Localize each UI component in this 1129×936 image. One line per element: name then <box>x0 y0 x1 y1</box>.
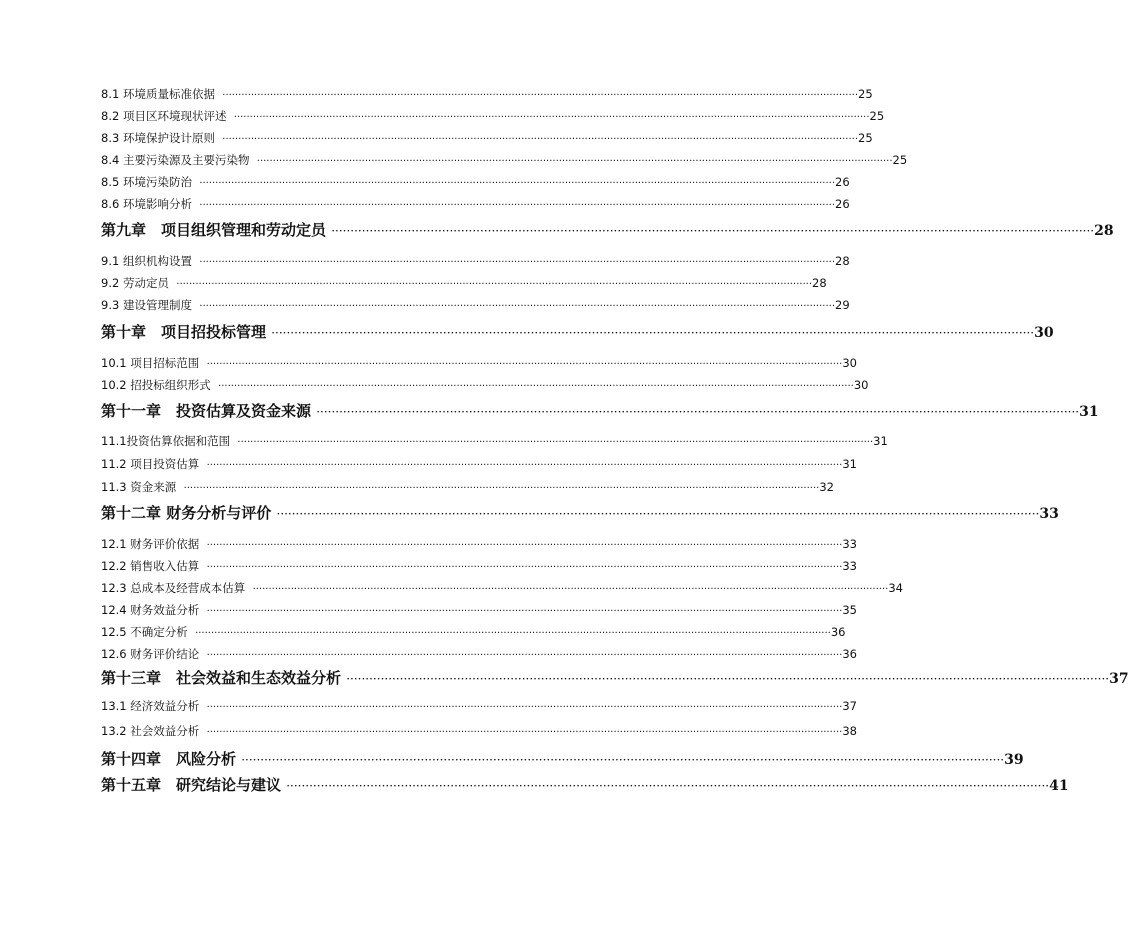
toc-dot-leader: ········································································································································································································ <box>199 257 836 268</box>
toc-dot-leader: ········································································································································································································ <box>206 650 843 661</box>
toc-page-number: 35 <box>842 603 857 617</box>
toc-dot-leader: ········································································································································································································ <box>233 112 870 123</box>
toc-dot-leader: ········································································································································································································ <box>183 483 820 494</box>
toc-entry-title: 第十五章 研究结论与建议 <box>101 776 287 794</box>
toc-entry-title: 11.1投资估算依据和范围 <box>101 434 238 448</box>
toc-entry-title: 12.2 销售收入估算 <box>101 559 207 573</box>
toc-entry-title: 8.2 项目区环境现状评述 <box>101 109 234 123</box>
toc-page-number: 28 <box>1094 223 1114 239</box>
toc-dot-leader: ········································································································································································································ <box>199 200 836 211</box>
toc-page-number: 25 <box>858 131 873 145</box>
toc-chapter[interactable] <box>101 668 1129 688</box>
toc-entry-title: 13.1 经济效益分析 <box>101 699 207 713</box>
toc-dot-leader: ········································································································································································································ <box>286 779 1050 793</box>
toc-entry-title: 第十二章 财务分析与评价 <box>101 504 277 522</box>
toc-page-number: 26 <box>835 175 850 189</box>
toc-entry-title: 10.2 招投标组织形式 <box>101 378 219 392</box>
toc-section[interactable] <box>101 253 850 269</box>
toc-page-number: 39 <box>1004 752 1024 768</box>
toc-page-number: 30 <box>842 356 857 370</box>
toc-section[interactable] <box>101 624 846 640</box>
toc-dot-leader: ········································································································································································································ <box>331 224 1095 238</box>
toc-chapter[interactable] <box>101 220 1114 240</box>
toc-dot-leader: ········································································································································································································ <box>206 460 843 471</box>
toc-page-number: 32 <box>819 480 834 494</box>
toc-entry-title: 12.1 财务评价依据 <box>101 537 207 551</box>
toc-dot-leader: ········································································································································································································ <box>218 381 854 392</box>
toc-page-number: 38 <box>842 724 857 738</box>
toc-entry-title: 12.3 总成本及经营成本估算 <box>101 581 253 595</box>
toc-entry-title: 12.4 财务效益分析 <box>101 603 207 617</box>
toc-page-number: 31 <box>1079 404 1099 420</box>
toc-entry-title: 11.2 项目投资估算 <box>101 457 207 471</box>
toc-section[interactable] <box>101 355 857 371</box>
toc-page-number: 30 <box>853 378 869 392</box>
toc-chapter[interactable] <box>101 775 1069 795</box>
toc-section[interactable] <box>101 275 827 291</box>
toc-dot-leader: ········································································································································································································ <box>195 628 831 639</box>
toc-page-number: 36 <box>842 647 857 661</box>
toc-entry-title: 9.3 建设管理制度 <box>101 298 200 312</box>
toc-page-number: 33 <box>1039 506 1059 522</box>
toc-section[interactable] <box>101 723 857 739</box>
toc-dot-leader: ········································································································································································································ <box>206 702 843 713</box>
toc-entry-title: 第十一章 投资估算及资金来源 <box>101 402 317 420</box>
toc-entry-title: 第十四章 风险分析 <box>101 750 242 768</box>
toc-dot-leader: ········································································································································································································ <box>241 753 1005 767</box>
toc-entry-title: 8.5 环境污染防治 <box>101 175 200 189</box>
toc-page-number: 25 <box>892 153 908 167</box>
toc-entry-title: 8.1 环境质量标准依据 <box>101 87 223 101</box>
toc-page-number: 25 <box>869 109 885 123</box>
toc-section[interactable] <box>101 130 873 146</box>
toc-dot-leader: ········································································································································································································ <box>206 359 843 370</box>
toc-page-number: 37 <box>842 699 857 713</box>
toc-dot-leader: ········································································································································································································ <box>176 279 813 290</box>
toc-page-number: 36 <box>830 625 846 639</box>
toc-section[interactable] <box>101 536 857 552</box>
toc-dot-leader: ········································································································································································································ <box>206 606 843 617</box>
toc-page-number: 31 <box>873 434 888 448</box>
toc-chapter[interactable] <box>101 322 1054 342</box>
toc-section[interactable] <box>101 377 869 393</box>
toc-page-number: 26 <box>835 197 850 211</box>
toc-dot-leader: ········································································································································································································ <box>316 405 1080 419</box>
toc-dot-leader: ········································································································································································································ <box>252 584 889 595</box>
toc-section[interactable] <box>101 433 888 449</box>
toc-dot-leader: ········································································································································································································ <box>206 562 843 573</box>
toc-page-number: 30 <box>1034 325 1054 341</box>
toc-entry-title: 第十三章 社会效益和生态效益分析 <box>101 669 347 687</box>
toc-page-number: 37 <box>1109 671 1129 687</box>
toc-page-number: 28 <box>835 254 850 268</box>
toc-section[interactable] <box>101 456 857 472</box>
toc-entry-title: 第九章 项目组织管理和劳动定员 <box>101 221 332 239</box>
toc-page-number: 33 <box>842 559 857 573</box>
toc-page-number: 34 <box>888 581 903 595</box>
toc-chapter[interactable] <box>101 749 1024 769</box>
toc-dot-leader: ········································································································································································································ <box>346 672 1110 686</box>
toc-section[interactable] <box>101 174 850 190</box>
toc-section[interactable] <box>101 479 834 495</box>
toc-dot-leader: ········································································································································································································ <box>206 540 843 551</box>
toc-entry-title: 10.1 项目招标范围 <box>101 356 207 370</box>
toc-dot-leader: ········································································································································································································ <box>222 134 859 145</box>
toc-entry-title: 8.6 环境影响分析 <box>101 197 200 211</box>
toc-section[interactable] <box>101 602 857 618</box>
toc-page-number: 25 <box>858 87 873 101</box>
toc-dot-leader: ········································································································································································································ <box>222 90 859 101</box>
toc-page-number: 41 <box>1049 778 1069 794</box>
toc-dot-leader: ········································································································································································································ <box>199 301 836 312</box>
toc-page-number: 31 <box>842 457 857 471</box>
toc-section[interactable] <box>101 698 857 714</box>
toc-entry-title: 11.3 资金来源 <box>101 480 184 494</box>
toc-page-number: 33 <box>842 537 857 551</box>
toc-entry-title: 8.4 主要污染源及主要污染物 <box>101 153 257 167</box>
toc-entry-title: 9.2 劳动定员 <box>101 276 177 290</box>
toc-chapter[interactable] <box>101 503 1059 523</box>
toc-entry-title: 12.6 财务评价结论 <box>101 647 207 661</box>
toc-section[interactable] <box>101 580 903 596</box>
toc-entry-title: 9.1 组织机构设置 <box>101 254 200 268</box>
toc-section[interactable] <box>101 86 873 102</box>
toc-dot-leader: ········································································································································································································ <box>256 156 893 167</box>
toc-dot-leader: ········································································································································································································ <box>237 437 874 448</box>
toc-page-number: 28 <box>812 276 827 290</box>
toc-section[interactable] <box>101 108 885 124</box>
toc-page-number: 29 <box>835 298 850 312</box>
toc-section[interactable] <box>101 196 850 212</box>
toc-section[interactable] <box>101 152 908 168</box>
toc-dot-leader: ········································································································································································································ <box>276 507 1040 521</box>
toc-entry-title: 12.5 不确定分析 <box>101 625 196 639</box>
toc-dot-leader: ········································································································································································································ <box>199 178 836 189</box>
toc-entry-title: 8.3 环境保护设计原则 <box>101 131 223 145</box>
toc-dot-leader: ········································································································································································································ <box>206 727 843 738</box>
toc-chapter[interactable] <box>101 401 1099 421</box>
toc-section[interactable] <box>101 297 850 313</box>
toc-entry-title: 第十章 项目招投标管理 <box>101 323 272 341</box>
toc-section[interactable] <box>101 646 857 662</box>
toc-entry-title: 13.2 社会效益分析 <box>101 724 207 738</box>
toc-dot-leader: ········································································································································································································ <box>271 326 1035 340</box>
toc-section[interactable] <box>101 558 857 574</box>
